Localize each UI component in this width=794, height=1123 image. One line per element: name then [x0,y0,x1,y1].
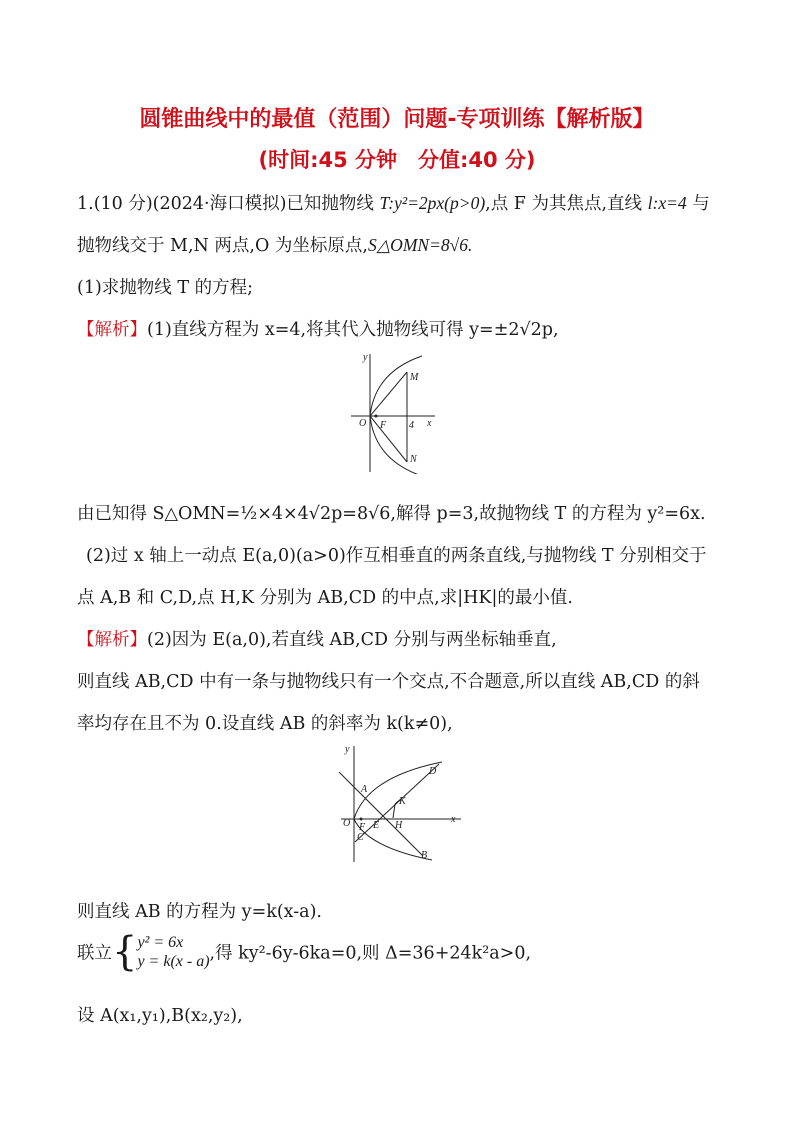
fig1-label-x: x [427,418,432,429]
figure-parabola-1 [345,352,435,474]
fig2-label-c: C [357,832,364,843]
segment-on [370,416,407,462]
solution-1-line-2: 由已知得 S△OMN=½×4×4√2p=8√6,解得 p=3,故抛物线 T 的方程为 y²=6x. [77,504,706,524]
line-equation: l:x=4 [647,193,687,213]
solution-text: (2)因为 E(a,0),若直线 AB,CD 分别与两坐标轴垂直, [147,630,557,650]
analysis-tag: 【解析】 [77,630,147,650]
page-title: 圆锥曲线中的最值（范围）问题-专项训练【解析版】 [139,107,655,132]
fig2-label-y: y [345,744,350,755]
parabola-equation: T:y²=2px(p>0) [379,193,486,213]
fig2-label-x: x [451,814,456,825]
system-brace: { [112,929,138,975]
figure-parabola-2 [337,742,463,864]
fig2-label-o: O [343,818,351,829]
question-part-2-line-2: 点 A,B 和 C,D,点 H,K 分别为 AB,CD 的中点,求|HK|的最小值. [77,588,573,608]
page-subtitle: (时间:45 分钟 分值:40 分) [258,148,536,172]
solution-text: 联立 [77,943,112,964]
problem-line-1 [77,190,710,215]
fig2-label-a: A [361,784,368,795]
question-part-2-line-1: (2)过 x 轴上一动点 E(a,0)(a>0)作互相垂直的两条直线,与抛物线 T 分别相交于 [86,546,707,566]
problem-line-2 [77,232,472,257]
solution-2-line-6: 设 A(x₁,y₁),B(x₂,y₂), [77,1006,243,1026]
fig1-label-n: N [410,454,417,465]
system-equation-1: y² = 6x [137,934,184,951]
fig1-label-m: M [410,372,419,383]
problem-text: ,点 F 为其焦点,直线 [485,194,648,214]
analysis-tag: 【解析】 [77,320,147,340]
fig2-label-b: B [421,850,428,861]
problem-text: 抛物线交于 M,N 两点,O 为坐标原点, [77,236,368,256]
solution-text: ,得 ky²-6y-6ka=0,则 Δ=36+24k²a>0, [209,943,532,964]
fig2-label-e: E [373,820,380,831]
fig1-label-y: y [363,352,368,363]
problem-text: 与 [686,194,710,214]
problem-source: 1.(10 分)(2024·海口模拟)已知抛物线 [77,194,380,214]
fig2-label-h: H [395,820,403,831]
focus-point [375,415,378,418]
fig2-label-k: K [399,796,406,807]
solution-2-line-1 [77,626,557,651]
fig1-label-4: 4 [409,420,414,431]
area-condition: S△OMN=8√6. [367,235,473,255]
solution-1-line-1 [77,316,559,341]
fig1-label-o: O [359,418,367,429]
solution-2-line-4: 则直线 AB 的方程为 y=k(x-a). [77,902,322,922]
equation-system [137,933,209,971]
fig1-label-f: F [380,420,387,431]
solution-2-line-2: 则直线 AB,CD 中有一条与抛物线只有一个交点,不合题意,所以直线 AB,CD 的斜 [77,672,700,692]
fig2-label-d: D [429,766,437,777]
question-part-1: (1)求抛物线 T 的方程; [77,278,253,298]
solution-2-line-5 [77,929,532,975]
fig2-label-f: F [359,822,366,833]
solution-2-line-3: 率均存在且不为 0.设直线 AB 的斜率为 k(k≠0), [77,714,453,734]
solution-text: (1)直线方程为 x=4,将其代入抛物线可得 y=±2√2p, [147,320,559,340]
system-equation-2: y = k(x - a) [137,953,210,970]
focus-point [360,818,363,821]
